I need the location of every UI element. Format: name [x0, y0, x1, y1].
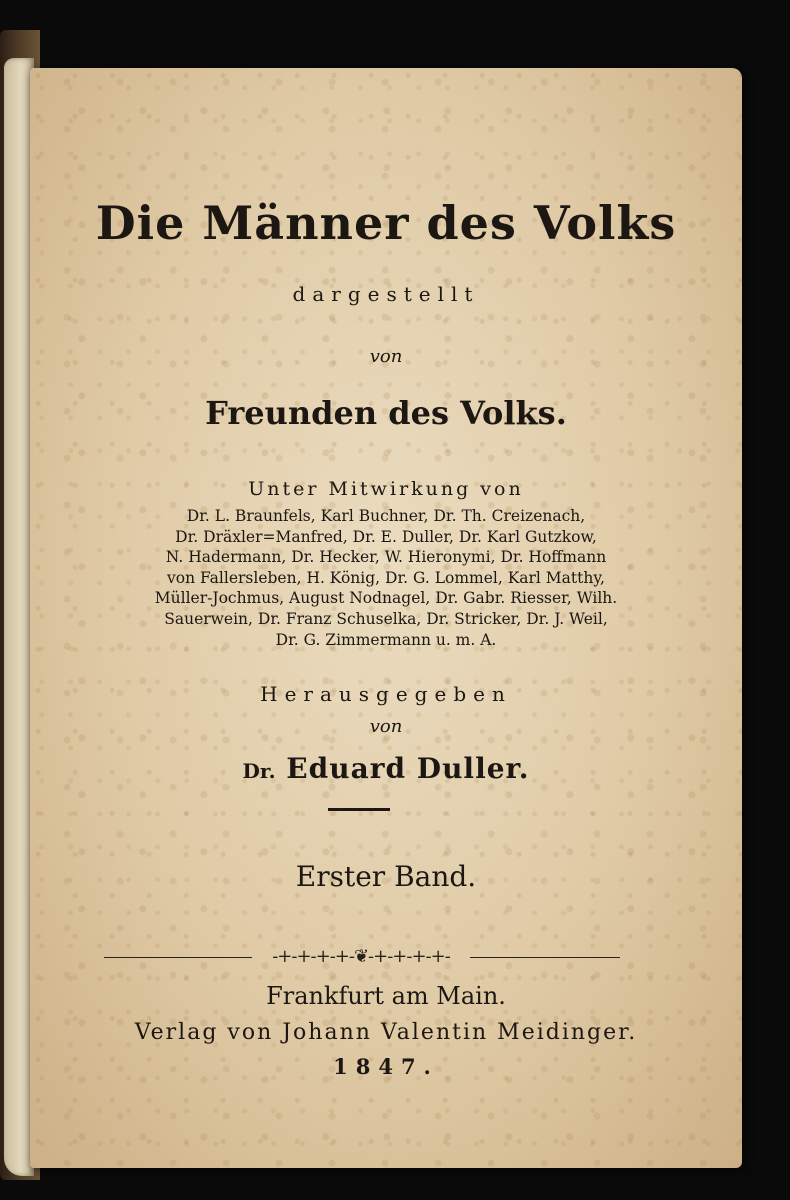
contributors-line: Dr. Dräxler=Manfred, Dr. E. Duller, Dr. Karl Gutzkow, [175, 527, 597, 546]
editor-prefix: Dr. [242, 759, 276, 783]
contributors-list [30, 506, 742, 650]
divider-line-right [470, 957, 620, 958]
contributors-line: Dr. L. Braunfels, Karl Buchner, Dr. Th. Creizenach, [186, 507, 586, 525]
book-title: Die Männer des Volks [95, 196, 677, 250]
authors-heading: Freunden des Volks. [205, 394, 567, 432]
editor-name-line [30, 752, 742, 785]
publication-year: 1847. [333, 1054, 439, 1079]
subtitle-dargestellt: dargestellt [292, 282, 480, 306]
divider-rule [328, 808, 390, 811]
volume-label: Erster Band. [295, 860, 477, 893]
von-text: von [369, 716, 403, 737]
editor-name: Eduard Duller. [286, 752, 530, 785]
collaboration-heading: Unter Mitwirkung von [248, 478, 524, 500]
contributors-line: von Fallersleben, H. König, Dr. G. Lommel, Karl Matthy, [166, 568, 605, 587]
von-text: von [369, 346, 403, 367]
contributors-line: Müller-Jochmus, August Nodnagel, Dr. Gabr. Riesser, Wilh. [154, 589, 618, 608]
contributors-line: Dr. G. Zimmermann u. m. A. [275, 630, 497, 649]
ornamental-divider [104, 946, 620, 970]
title-page [30, 68, 742, 1168]
publication-place: Frankfurt am Main. [266, 982, 506, 1010]
ornament-icon: -+-+-+-+-❦-+-+-+-+- [272, 946, 450, 967]
contributors-line: N. Hadermann, Dr. Hecker, W. Hieronymi, Dr. Hoffmann [165, 548, 607, 567]
contributors-line: Sauerwein, Dr. Franz Schuselka, Dr. Stricker, Dr. J. Weil, [164, 609, 608, 628]
divider-line-left [104, 957, 252, 958]
editor-heading: Herausgegeben [260, 682, 512, 706]
publisher: Verlag von Johann Valentin Meidinger. [134, 1020, 638, 1045]
